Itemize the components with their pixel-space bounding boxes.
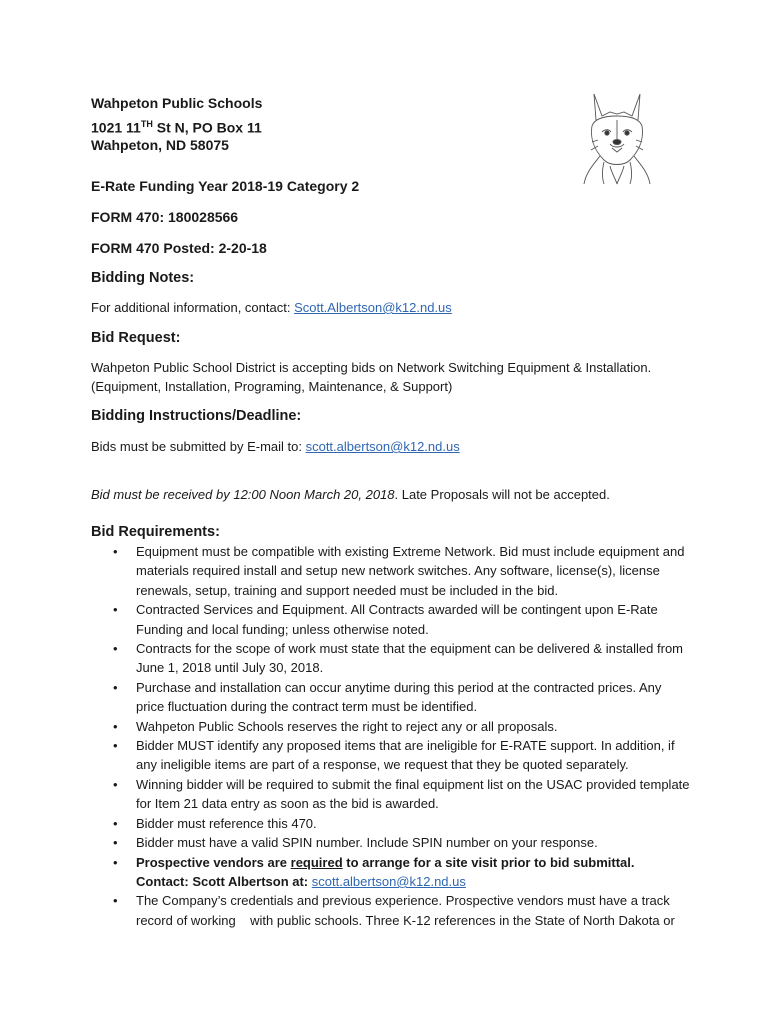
bidding-notes-text — [91, 298, 452, 317]
bid-request-heading: Bid Request: — [91, 330, 181, 346]
list-item: • Purchase and installation can occur anytime during this period at the contracted prices. Any price fluctuation during the contract term must be identified. — [113, 679, 662, 715]
requirement-text: Equipment must be compatible with existing Extreme Network. Bid must include equipment and materials required install and setup new network switches. Any software, license(s), license renewals, setup, training and support needed must be included in the bid. — [136, 544, 685, 598]
late-proposals-note: . Late Proposals will not be accepted. — [394, 487, 610, 502]
list-item: • Equipment must be compatible with existing Extreme Network. Bid must include equipment and materials required install and setup new network switches. Any software, license(s), license renewals, setup, training and support needed must be included in the bid. — [113, 544, 685, 598]
school-name: Wahpeton Public Schools — [91, 95, 263, 111]
bid-request-line-2: (Equipment, Installation, Programing, Maintenance, & Support) — [91, 379, 453, 394]
site-visit-required: required — [290, 854, 343, 870]
contact-label: For additional information, contact: — [91, 300, 295, 315]
husky-logo-icon — [580, 90, 654, 186]
submission-email-link[interactable]: scott.albertson@k12.nd.us — [305, 439, 460, 454]
bidding-instructions-heading: Bidding Instructions/Deadline: — [91, 408, 302, 424]
list-item: • The Company’s credentials and previous experience. Prospective vendors must have a track record of working with public schools. Three K-12 references in the State of North Dakota or — [113, 893, 675, 928]
site-visit-pre: Prospective vendors are — [136, 854, 291, 870]
bid-request-line-1: Wahpeton Public School District is accepting bids on Network Switching Equipment & Installation. — [91, 360, 652, 375]
bid-requirements-heading: Bid Requirements: — [91, 524, 220, 540]
address-street: St N, PO Box 11 — [152, 119, 262, 136]
address-superscript: TH — [140, 119, 153, 129]
requirement-text: The Company’s credentials and previous experience. Prospective vendors must have a track record of working with public schools. Three K-12 references in the State of North Dakota or — [136, 893, 675, 928]
address-number: 1021 11 — [91, 119, 141, 136]
requirement-text: Bidder MUST identify any proposed items that are ineligible for E-RATE support. In addition, if any ineligible items are part of a response, we request that they be quoted separately. — [136, 738, 675, 773]
requirements-list — [91, 542, 691, 930]
deadline-line — [91, 485, 610, 504]
form-470-posted: FORM 470 Posted: 2-20-18 — [91, 240, 267, 256]
submission-label: Bids must be submitted by E-mail to: — [91, 439, 306, 454]
list-item: • Bidder must have a valid SPIN number. Include SPIN number on your response. — [113, 835, 598, 851]
contact-email-link[interactable]: Scott.Albertson@k12.nd.us — [294, 300, 452, 315]
list-item: • Contracted Services and Equipment. All Contracts awarded will be contingent upon E-Rate Funding and local funding; unless otherwise noted. — [113, 602, 658, 637]
requirement-text: Winning bidder will be required to submit the final equipment list on the USAC provided template for Item 21 data entry as soon as the bid is awarded. — [136, 776, 690, 812]
site-visit-item: • Prospective vendors are required to arrange for a site visit prior to bid submittal. Contact: Scott Albertson at: scott.albertson@k12.nd.us — [113, 854, 635, 889]
school-city: Wahpeton, ND 58075 — [91, 137, 229, 153]
deadline-date: Bid must be received by 12:00 Noon March 20, 2018 — [91, 487, 395, 502]
requirement-text: Wahpeton Public Schools reserves the right to reject any or all proposals. — [136, 718, 558, 734]
requirement-text: Purchase and installation can occur anytime during this period at the contracted prices. Any price fluctuation during the contract term must be identified. — [136, 679, 662, 715]
site-visit-contact-label: Contact: Scott Albertson at: — [136, 873, 312, 889]
bidding-notes-heading: Bidding Notes: — [91, 270, 195, 286]
site-visit-post: to arrange for a site visit prior to bid submittal. — [342, 854, 635, 870]
requirement-text: Bidder must reference this 470. — [136, 815, 317, 831]
list-item: • Bidder MUST identify any proposed items that are ineligible for E-RATE support. In addition, if any ineligible items are part of a response, we request that they be quoted separately. — [113, 738, 675, 773]
requirement-text: Contracts for the scope of work must state that the equipment can be delivered & installed from June 1, 2018 until July 30, 2018. — [136, 641, 684, 676]
funding-year: E-Rate Funding Year 2018-19 Category 2 — [91, 178, 360, 194]
form-470-number: FORM 470: 180028566 — [91, 209, 239, 225]
requirement-text: Bidder must have a valid SPIN number. Include SPIN number on your response. — [136, 835, 598, 851]
list-item: • Bidder must reference this 470. — [113, 815, 317, 831]
site-visit-email-link[interactable]: scott.albertson@k12.nd.us — [311, 873, 466, 889]
list-item: • Wahpeton Public Schools reserves the right to reject any or all proposals. — [113, 718, 558, 734]
requirement-text: Contracted Services and Equipment. All Contracts awarded will be contingent upon E-Rate Funding and local funding; unless otherwise noted. — [136, 602, 658, 637]
submission-instructions — [91, 437, 460, 456]
list-item: • Winning bidder will be required to submit the final equipment list on the USAC provided template for Item 21 data entry as soon as the bid is awarded. — [113, 776, 690, 812]
list-item: • Contracts for the scope of work must state that the equipment can be delivered & installed from June 1, 2018 until July 30, 2018. — [113, 641, 684, 676]
